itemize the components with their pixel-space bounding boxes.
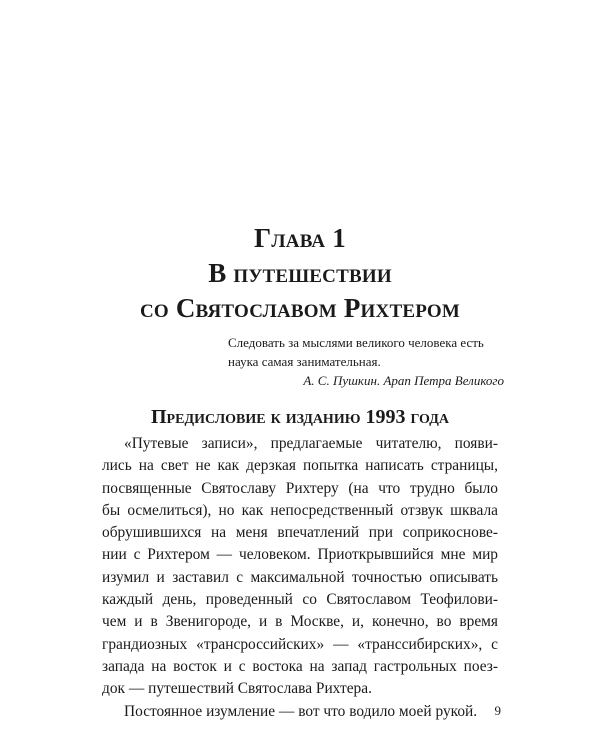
epigraph-attribution: А. С. Пушкин. Арап Петра Великого (303, 373, 504, 388)
body-line: чем и в Звенигороде, и в Москве, и, конечно, во время (102, 613, 498, 631)
body-line: посвященные Святославу Рихтеру (на что трудно было (102, 479, 498, 497)
body-line: «Путевые записи», предлагаемые читателю, появи- (124, 435, 498, 452)
body-line: грандиозных «трансроссийских» — «транссибирских», с (102, 635, 498, 653)
chapter-title-line: Глава 1 (254, 223, 346, 253)
body-line: обрушившихся на меня впечатлений при соприкоснове- (102, 524, 498, 542)
epigraph-quote (228, 333, 518, 371)
body-line: изумил и заставил с максимальной точностью описывать (102, 568, 498, 586)
body-line: нии с Рихтером — человеком. Приоткрывшийся мне мир (102, 546, 498, 564)
body-text (102, 433, 498, 723)
body-line: док — путешествий Святослава Рихтера. (102, 680, 372, 698)
chapter-title-line: со Святославом Рихтером (139, 293, 461, 323)
body-line: Постоянное изумление — вот что водило моей рукой. (124, 702, 478, 720)
page-number: 9 (494, 703, 501, 718)
epigraph (228, 333, 518, 390)
epigraph-quote-line: наука самая занимательная. (228, 354, 381, 369)
body-line: каждый день, проведенный со Святославом Теофилови- (102, 591, 498, 609)
chapter-title-line: В путешествии (208, 258, 392, 288)
body-line: запада на восток и с востока на запад гастрольных поез- (102, 657, 498, 675)
section-heading: Предисловие к изданию 1993 года (151, 406, 449, 428)
body-line: бы осмелиться), но как непосредственный отзвук шквала (102, 501, 498, 519)
chapter-title (0, 221, 600, 326)
epigraph-quote-line: Следовать за мыслями великого человека есть (228, 335, 484, 350)
body-line: лись на свет не как дерзкая попытка написать страницы, (102, 457, 498, 475)
